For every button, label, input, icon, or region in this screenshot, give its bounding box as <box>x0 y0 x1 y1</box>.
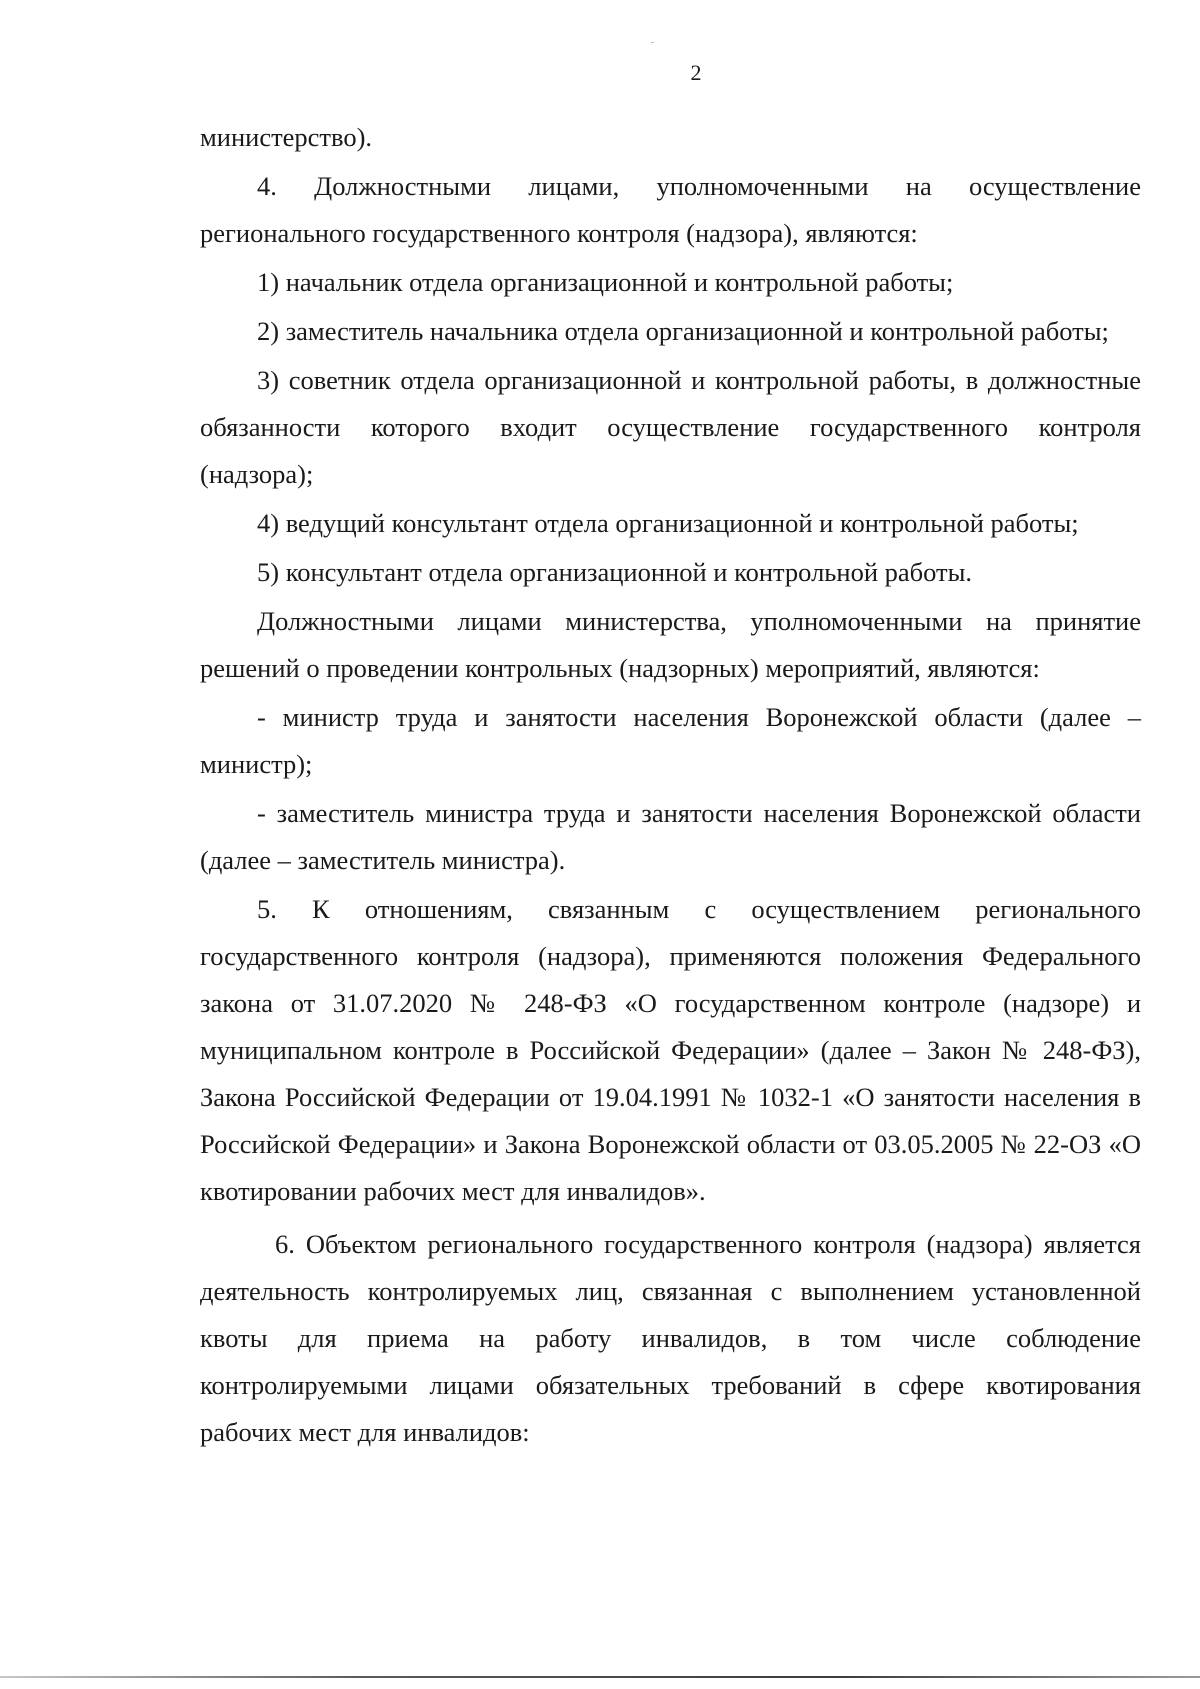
document-body <box>200 114 1141 1458</box>
list-item-minister: - министр труда и занятости населения Воронежской области (далее – министр); <box>200 702 1141 779</box>
list-item-3-adviser: 3) советник отдела организационной и контрольной работы, в должностные обязанности которого входит осуществление государственного контроля (надзора); <box>200 365 1141 489</box>
list-item-deputy-minister: - заместитель министра труда и занятости населения Воронежской области (далее – заместитель министра). <box>200 798 1141 875</box>
paragraph-item-5-legal-basis: 5. К отношениям, связанным с осуществлением регионального государственного контроля (надзора), применяются положения Федерального закона от 31.07.2020 № 248-ФЗ «О государственном контроле (надзоре) и муниципальном контроле в Российской Федерации» (далее – Закон № 248-ФЗ), Закона Российской Федерации от 19.04.1991 № 1032-1 «О занятости населения в Российской Федерации» и Закона Воронежской области от 03.05.2005 № 22-ОЗ «О квотировании рабочих мест для инвалидов». <box>200 894 1141 1206</box>
paragraph-decision-makers: Должностными лицами министерства, уполномоченными на принятие решений о проведении контрольных (надзорных) мероприятий, являются: <box>200 606 1141 683</box>
list-item-2-deputy-head: 2) заместитель начальника отдела организационной и контрольной работы; <box>257 316 1109 346</box>
paragraph-item-4-officials: 4. Должностными лицами, уполномоченными на осуществление регионального государственного контроля (надзора), являются: <box>200 171 1141 248</box>
scan-speck <box>651 42 654 43</box>
list-item-5-consultant: 5) консультант отдела организационной и контрольной работы. <box>257 557 973 587</box>
list-item-4-leading-consultant: 4) ведущий консультант отдела организационной и контрольной работы; <box>257 508 1079 538</box>
page-number: 2 <box>690 60 702 85</box>
list-item-1-head-of-department: 1) начальник отдела организационной и контрольной работы; <box>257 267 954 297</box>
paragraph-item-6-object-of-control: 6. Объектом регионального государственного контроля (надзора) является деятельность контролируемых лиц, связанная с выполнением установленной квоты для приема на работу инвалидов, в том числе соблюдение контролируемыми лицами обязательных требований в сфере квотирования рабочих мест для инвалидов: <box>200 1229 1141 1447</box>
scan-bottom-edge <box>0 1676 1200 1678</box>
paragraph-continuation: министерство). <box>200 122 373 152</box>
